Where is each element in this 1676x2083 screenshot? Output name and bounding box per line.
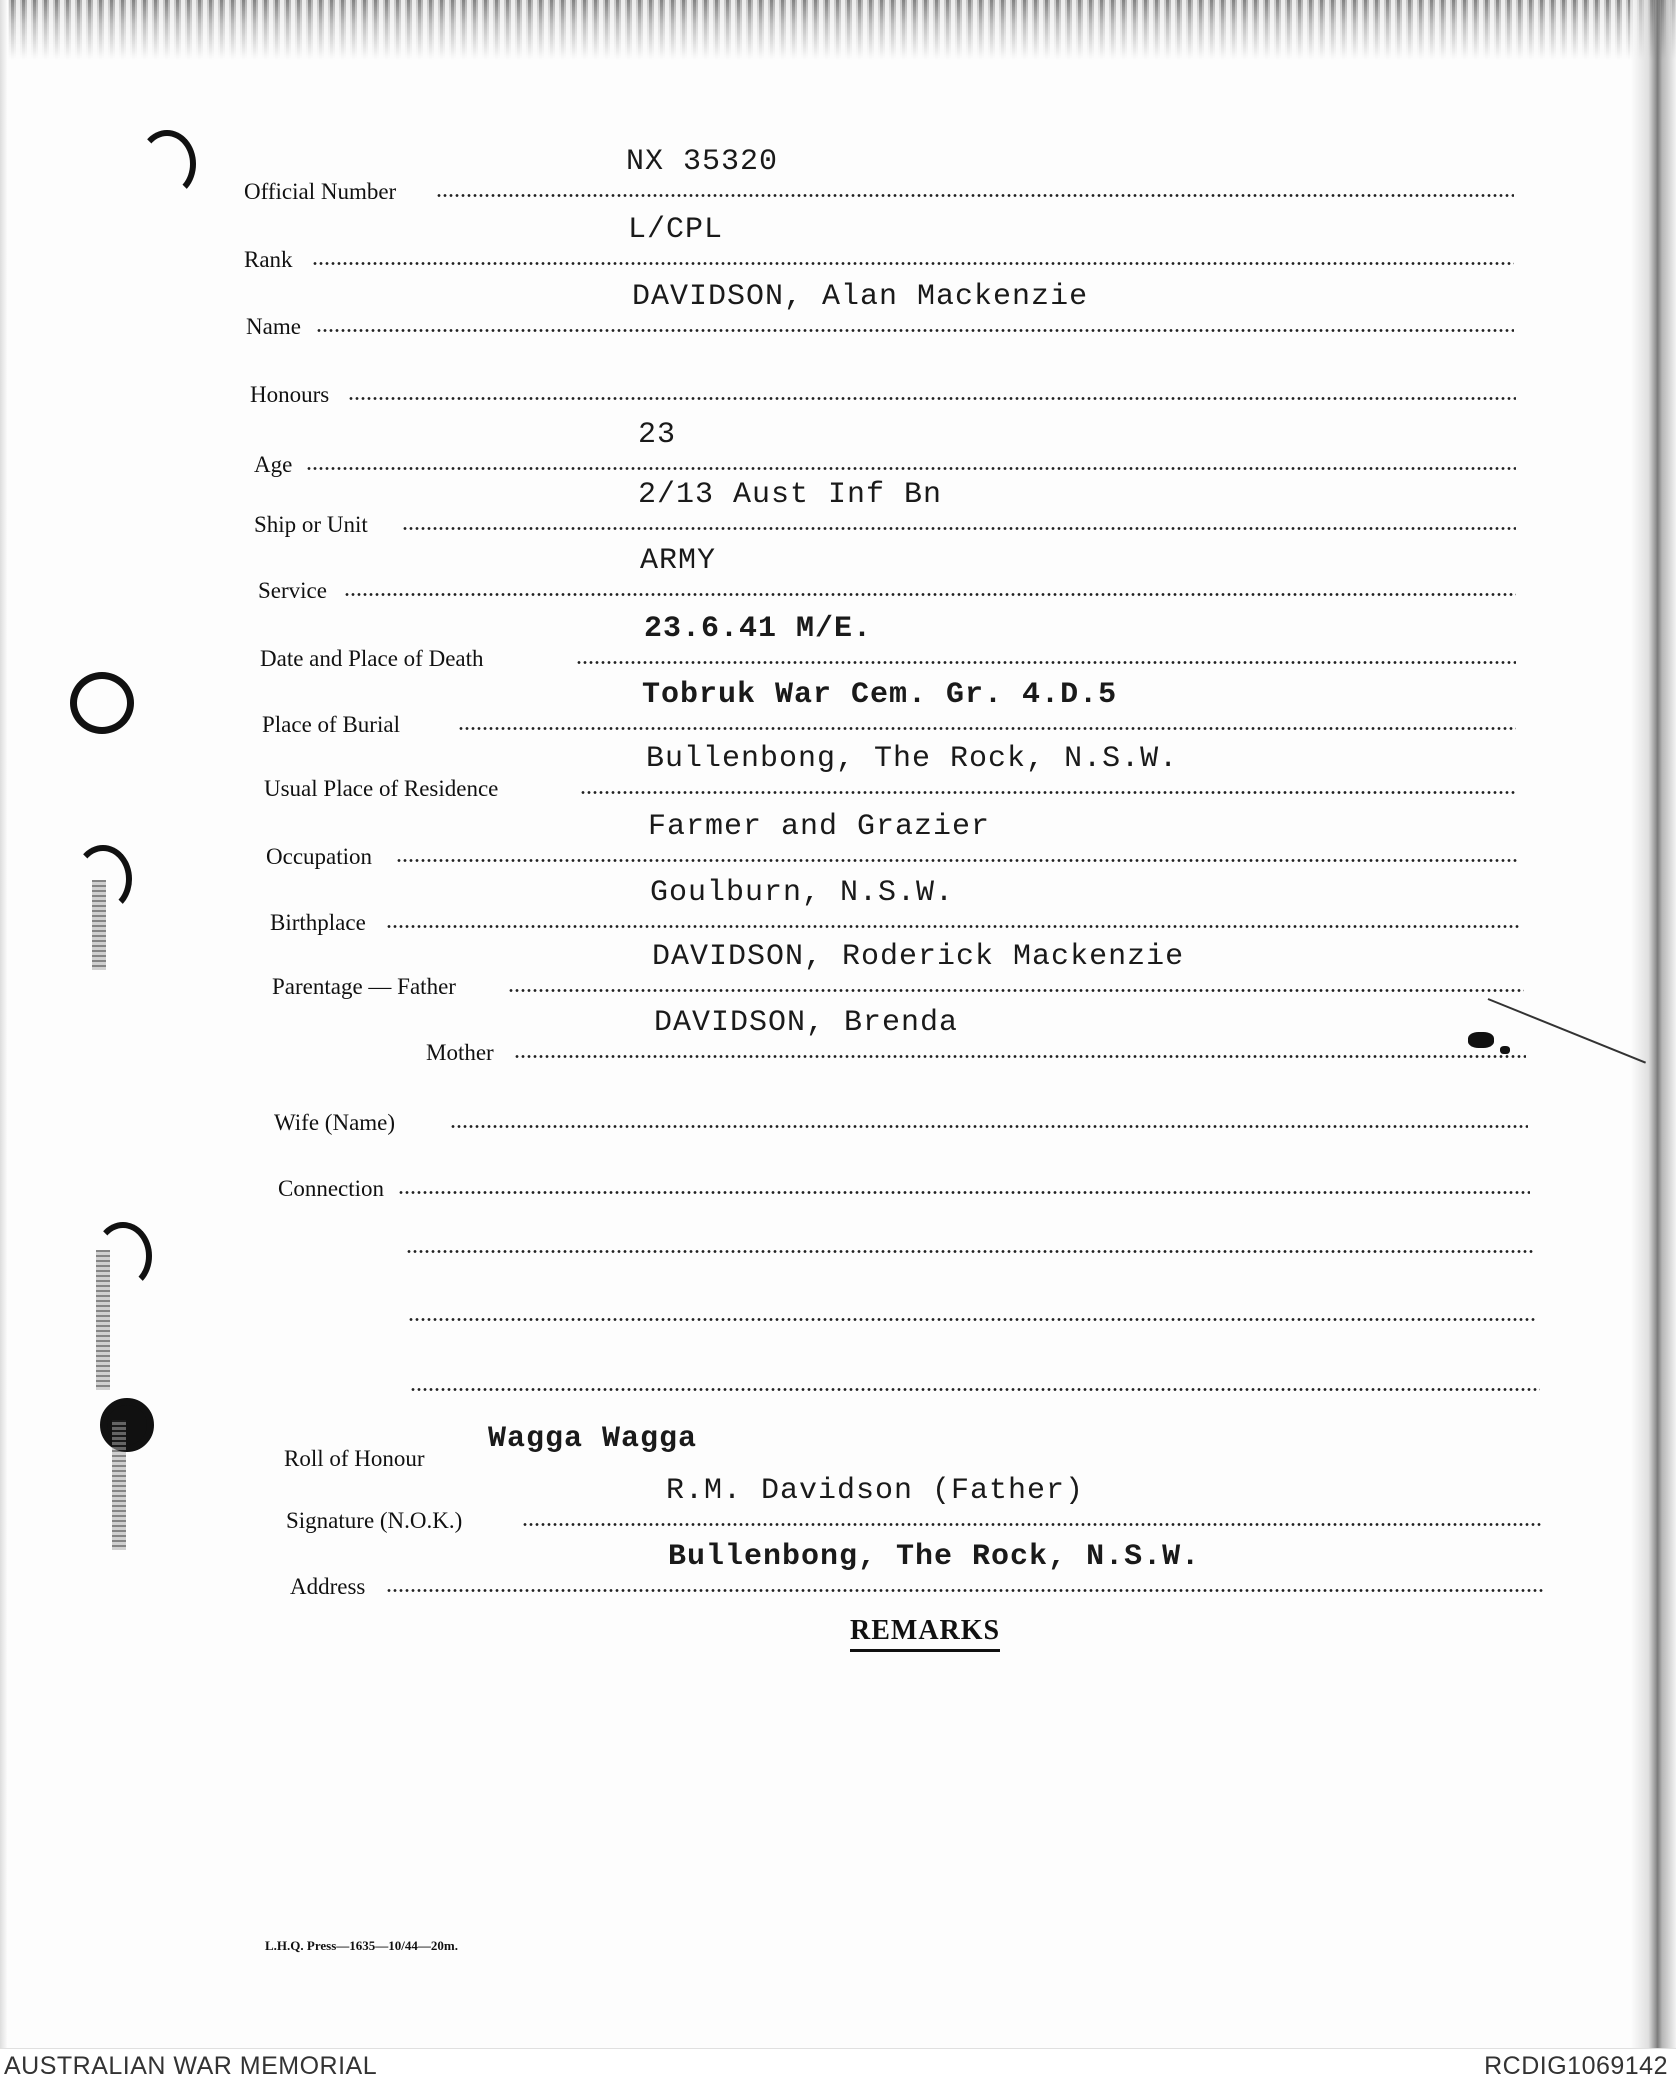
field-label: Connection: [278, 1176, 385, 1201]
field-label: Service: [258, 578, 327, 603]
field-honours: [250, 348, 1516, 408]
field-label: Birthplace: [270, 910, 366, 935]
scan-edge-top: [0, 0, 1676, 60]
field-usual-residence: [264, 742, 1516, 802]
field-place-of-burial: [262, 678, 1516, 738]
field-value: DAVIDSON, Alan Mackenzie: [632, 280, 1089, 314]
field-label: Roll of Honour: [284, 1446, 425, 1471]
field-value: NX 35320: [626, 145, 779, 179]
field-label: Rank: [244, 247, 293, 272]
field-wife-name: [274, 1076, 1528, 1136]
punch-hole-icon: [138, 130, 196, 198]
field-father: [272, 940, 1524, 1000]
scan-streak: [112, 1420, 126, 1550]
field-label: Age: [254, 452, 293, 477]
field-label: Date and Place of Death: [260, 646, 484, 671]
field-age: [254, 418, 1516, 478]
field-label: Occupation: [266, 844, 373, 869]
field-label: Honours: [250, 382, 330, 407]
field-value: DAVIDSON, Brenda: [654, 1006, 959, 1040]
field-address: [290, 1540, 1544, 1600]
field-value: Bullenbong, The Rock, N.S.W.: [668, 1540, 1201, 1574]
punch-hole-icon: [70, 672, 134, 734]
field-label: Place of Burial: [262, 712, 400, 737]
punch-hole-icon: [100, 1398, 154, 1452]
field-value: DAVIDSON, Roderick Mackenzie: [652, 940, 1185, 974]
field-official-number: [244, 145, 1514, 205]
blank-line: [406, 1250, 1534, 1253]
blank-line: [410, 1388, 1540, 1391]
field-occupation: [266, 810, 1518, 870]
blank-line: [408, 1318, 1536, 1321]
field-service: [258, 544, 1516, 604]
field-ship-or-unit: [254, 478, 1516, 538]
scan-edge-right: [1630, 0, 1676, 2060]
remarks-heading: REMARKS: [850, 1615, 1000, 1652]
field-birthplace: [270, 876, 1520, 936]
field-value: Goulburn, N.S.W.: [650, 876, 955, 910]
scan-edge-left: [0, 0, 8, 2082]
scan-streak: [92, 880, 106, 970]
field-value: L/CPL: [628, 213, 724, 247]
field-rank: [244, 213, 1514, 273]
field-value: Wagga Wagga: [488, 1422, 698, 1456]
field-label: Parentage — Father: [272, 974, 456, 999]
archive-name: AUSTRALIAN WAR MEMORIAL: [4, 2052, 378, 2080]
field-roll-of-honour: [284, 1412, 734, 1472]
scan-streak: [96, 1250, 110, 1390]
press-mark: L.H.Q. Press—1635—10/44—20m.: [265, 1938, 458, 1953]
field-value: 23.6.41 M/E.: [644, 612, 873, 646]
field-label: Official Number: [244, 179, 397, 204]
field-mother: [426, 1006, 1526, 1066]
field-name: [246, 280, 1514, 340]
record-id: RCDIG1069142: [1484, 2052, 1668, 2080]
field-label: Ship or Unit: [254, 512, 368, 537]
field-connection: [278, 1142, 1530, 1202]
field-label: Wife (Name): [274, 1110, 396, 1135]
field-label: Name: [246, 314, 301, 339]
field-label: Mother: [426, 1040, 494, 1065]
field-value: Bullenbong, The Rock, N.S.W.: [646, 742, 1179, 776]
field-date-place-of-death: [260, 612, 1516, 672]
field-value: Tobruk War Cem. Gr. 4.D.5: [642, 678, 1118, 712]
field-value: R.M. Davidson (Father): [666, 1474, 1085, 1508]
field-label: Address: [290, 1574, 366, 1599]
field-value: 2/13 Aust Inf Bn: [638, 478, 943, 512]
field-label: Usual Place of Residence: [264, 776, 499, 801]
field-signature: [286, 1474, 1542, 1534]
field-value: ARMY: [640, 544, 717, 578]
field-value: 23: [638, 418, 677, 452]
field-label: Signature (N.O.K.): [286, 1508, 463, 1533]
field-value: Farmer and Grazier: [648, 810, 991, 844]
